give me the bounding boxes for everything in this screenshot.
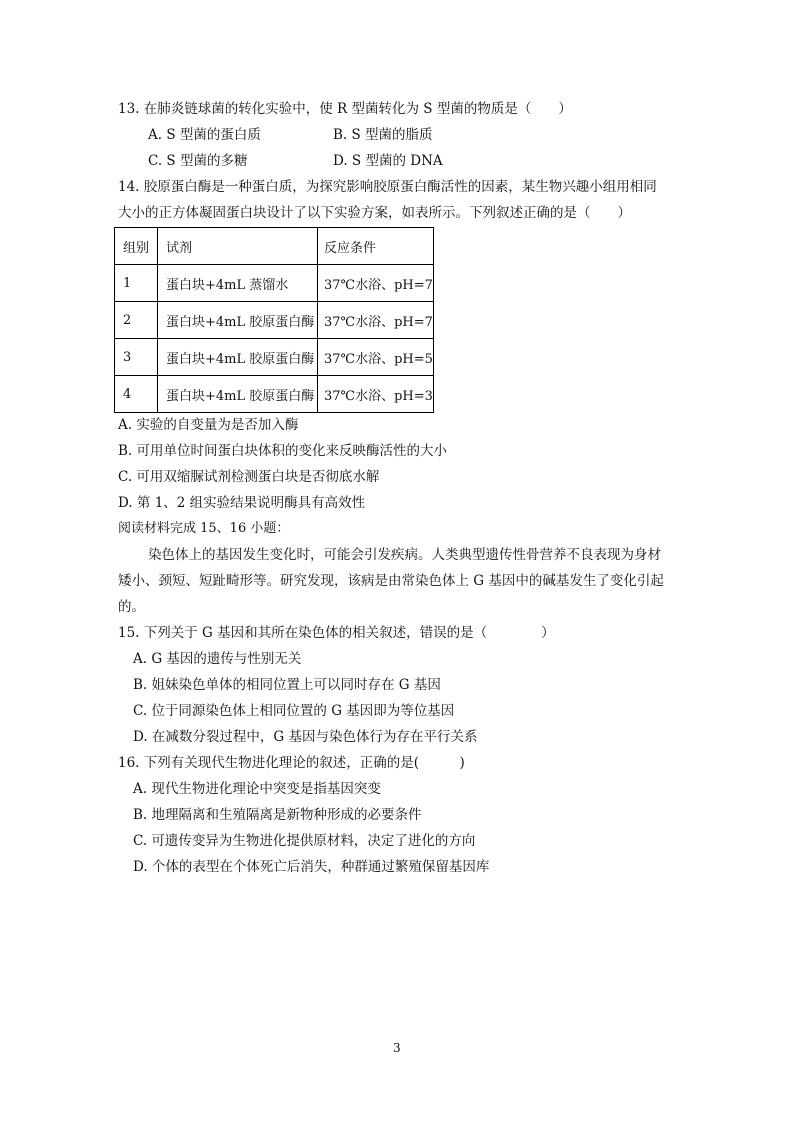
q16-option-a: A. 现代生物进化理论中突变是指基因突变 <box>133 781 381 797</box>
q14-option-b: B. 可用单位时间蛋白块体积的变化来反映酶活性的大小 <box>118 443 448 459</box>
table-cell: 4 <box>115 376 158 413</box>
table-header-cell: 组别 <box>115 228 158 265</box>
q16-option-d: D. 个体的表型在个体死亡后消失，种群通过繁殖保留基因库 <box>133 859 490 875</box>
table-row <box>115 339 434 376</box>
q14-option-c: C. 可用双缩脲试剂检测蛋白块是否彻底水解 <box>118 469 380 485</box>
table-header-cell: 试剂 <box>158 228 318 265</box>
q14-experiment-table <box>114 227 434 413</box>
q15-option-c: C. 位于同源染色体上相同位置的 G 基因即为等位基因 <box>133 703 455 719</box>
table-header-row <box>115 228 434 265</box>
q14-stem-line2: 大小的正方体凝固蛋白块设计了以下实验方案，如表所示。下列叙述正确的是（ ） <box>118 205 631 221</box>
page-number: 3 <box>393 1041 401 1055</box>
q16-option-b: B. 地理隔离和生殖隔离是新物种形成的必要条件 <box>133 807 422 823</box>
table-cell: 37℃水浴、pH=5 <box>318 339 434 376</box>
reading-line-2: 矮小、颈短、短趾畸形等。研究发现，该病是由常染色体上 G 基因中的碱基发生了变化引起 <box>118 573 664 589</box>
table-row <box>115 302 434 339</box>
q13-option-d: D. S 型菌的 DNA <box>333 153 443 169</box>
table-cell: 3 <box>115 339 158 376</box>
reading-line-1: 染色体上的基因发生变化时，可能会引发疾病。人类典型遗传性骨营养不良表现为身材 <box>148 547 661 563</box>
q15-option-d: D. 在减数分裂过程中，G 基因与染色体行为存在平行关系 <box>133 729 478 745</box>
reading-intro: 阅读材料完成 15、16 小题： <box>118 521 290 536</box>
table-row <box>115 376 434 413</box>
table-cell: 蛋白块+4mL 胶原蛋白酶 <box>158 302 318 339</box>
q15-stem: 15. 下列关于 G 基因和其所在染色体的相关叙述，错误的是（ ） <box>118 625 555 641</box>
q16-stem: 16. 下列有关现代生物进化理论的叙述，正确的是( ) <box>118 755 465 771</box>
table-row <box>115 265 434 302</box>
table-cell: 蛋白块+4mL 胶原蛋白酶 <box>158 376 318 413</box>
q16-option-c: C. 可遗传变异为生物进化提供原材料，决定了进化的方向 <box>133 833 476 849</box>
q14-option-a: A. 实验的自变量为是否加入酶 <box>118 417 299 433</box>
table-header-cell: 反应条件 <box>318 228 434 265</box>
q14-option-d: D. 第 1、2 组实验结果说明酶具有高效性 <box>118 495 366 511</box>
table-cell: 蛋白块+4mL 蒸馏水 <box>158 265 318 302</box>
table-cell: 37℃水浴、pH=3 <box>318 376 434 413</box>
q15-option-b: B. 姐妹染色单体的相同位置上可以同时存在 G 基因 <box>133 677 441 693</box>
q13-option-b: B. S 型菌的脂质 <box>333 127 433 143</box>
q13-option-c: C. S 型菌的多糖 <box>148 153 248 169</box>
q14-stem-line1: 14. 胶原蛋白酶是一种蛋白质，为探究影响胶原蛋白酶活性的因素，某生物兴趣小组用相同 <box>118 179 657 195</box>
table-cell: 2 <box>115 302 158 339</box>
q13-stem: 13. 在肺炎链球菌的转化实验中，使 R 型菌转化为 S 型菌的物质是（ ） <box>118 101 572 117</box>
table-cell: 37℃水浴、pH=7 <box>318 302 434 339</box>
q13-option-a: A. S 型菌的蛋白质 <box>148 127 261 143</box>
q15-option-a: A. G 基因的遗传与性别无关 <box>133 651 302 667</box>
reading-line-3: 的。 <box>118 599 145 615</box>
table-cell: 1 <box>115 265 158 302</box>
table-cell: 37℃水浴、pH=7 <box>318 265 434 302</box>
table-cell: 蛋白块+4mL 胶原蛋白酶 <box>158 339 318 376</box>
